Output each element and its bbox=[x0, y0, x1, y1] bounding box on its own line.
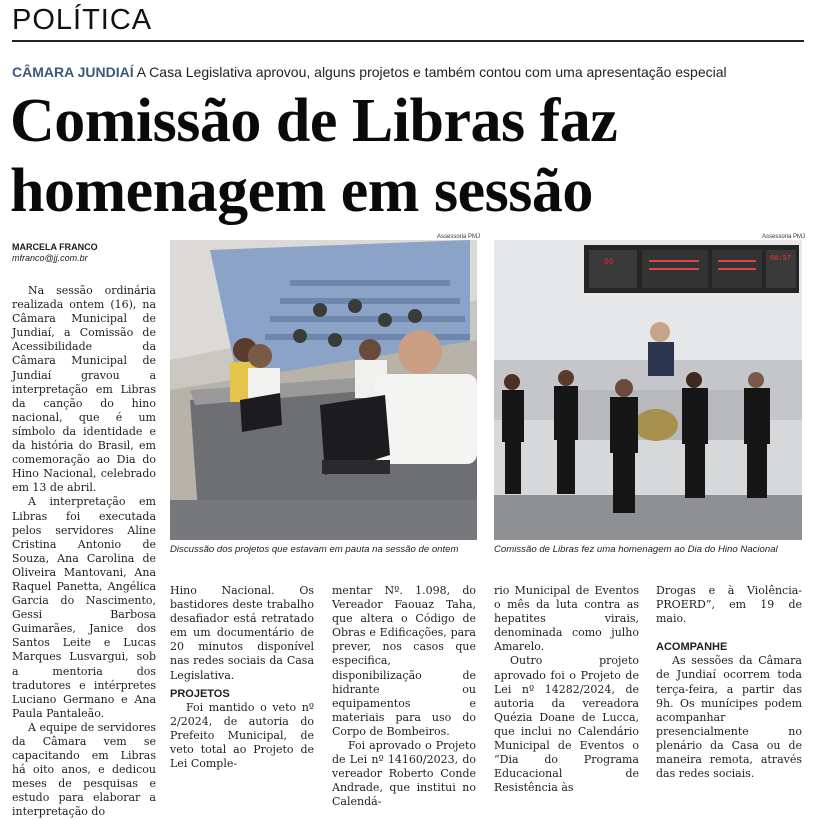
paragraph: mentar Nº. 1.098, do Vereador Faouaz Taha, que altera o Código de Obras e Edificações, para prever, nos casos que especifica, disponibilização de hidrante ou equipamentos e materiais para uso do Corpo de Bombeiros. bbox=[332, 584, 476, 738]
paragraph: As sessões da Câmara de Jundiaí ocorrem toda terça-feira, a partir das 9h. Os munícipes podem acompanhar presencialmente no plenário da Casa ou de maneira remota, através das redes sociais. bbox=[656, 654, 802, 781]
paragraph: Drogas e à Violência-PROERD”, em 19 de maio. bbox=[656, 584, 802, 626]
section-title: POLÍTICA bbox=[12, 4, 153, 36]
kicker-label: CÂMARA JUNDIAÍ bbox=[12, 64, 134, 80]
photo-caption: Comissão de Libras fez uma homenagem ao Dia do Hino Nacional bbox=[494, 544, 778, 555]
subhead: ACOMPANHE bbox=[656, 641, 728, 654]
section-rule bbox=[12, 40, 804, 42]
byline bbox=[12, 242, 98, 264]
photo-credit: Assessoria PMJ bbox=[437, 234, 481, 240]
photo-credit: Assessoria PMJ bbox=[762, 234, 806, 240]
paragraph: Na sessão ordinária realizada ontem (16), na Câmara Municipal de Jundiaí, a Comissão de Acessibilidade da Câmara Municipal de Jundiaí gravou a interpretação em Libras da canção do hino nacional, que é um símbolo da identidade e da história do Brasil, em comemoração ao Dia do Hino Nacional, celebrado em 13 de abril. bbox=[12, 284, 156, 495]
headline: Comissão de Libras faz homenagem em sessão bbox=[10, 87, 618, 225]
libras-photo-graphic bbox=[494, 240, 802, 540]
byline-author: MARCELA FRANCO bbox=[12, 242, 98, 252]
svg-text:00: 00 bbox=[604, 257, 614, 266]
paragraph: Hino Nacional. Os bastidores deste trabalho desafiador está retratado em um documentário de 20 minutos disponível nas redes sociais da Casa Legislativa. bbox=[170, 584, 314, 682]
session-photo-graphic bbox=[170, 240, 477, 540]
article-column-3 bbox=[332, 584, 476, 810]
paragraph: A interpretação em Libras foi executada pelos servidores Aline Cristina Antonio de Souza, Ana Carolina de Oliveira Mantovani, Ana Raquel Panetta, Angélica Garcia do Nascimento, Gessi Barbosa Guimarães, Janice dos Santos Leite e Lucas Marques Lusvargui, sob a mentoria dos tradutores e intérpretes Luciano Germano e Ana Paula Pantaleão. bbox=[12, 495, 156, 720]
paragraph: A equipe de servidores da Câmara vem se capacitando em Libras há oito anos, e dedicou meses de pesquisas e estudo para elaborar a interpretação do bbox=[12, 720, 156, 819]
paragraph: rio Municipal de Eventos o mês da luta contra as hepatites virais, denominada como julho Amarelo. bbox=[494, 584, 639, 654]
paragraph: Foi aprovado o Projeto de Lei nº 14160/2023, do vereador Roberto Conde Andrade, que institui no Calendá- bbox=[332, 739, 476, 809]
paragraph: Outro projeto aprovado foi o Projeto de Lei nº 14282/2024, de autoria da vereadora Quézia Doane de Lucca, que inclui no Calendário Municipal de Eventos o “Dia do Programa Educacional de Resistência às bbox=[494, 654, 639, 795]
kicker-text: A Casa Legislativa aprovou, alguns projetos e também contou com uma apresentação especial bbox=[136, 64, 727, 80]
byline-email: mfranco@jj.com.br bbox=[12, 253, 88, 263]
article-column-2 bbox=[170, 584, 314, 771]
kicker bbox=[12, 64, 727, 80]
paragraph: Foi mantido o veto nº 2/2024, de autoria do Prefeito Municipal, de veto total ao Projeto de Lei Comple- bbox=[170, 700, 314, 771]
article-column-5 bbox=[656, 584, 802, 781]
article-column-1 bbox=[12, 284, 156, 820]
photo-caption: Discussão dos projetos que estavam em pauta na sessão de ontem bbox=[170, 544, 459, 555]
subhead: PROJETOS bbox=[170, 687, 230, 700]
session-photo bbox=[170, 240, 477, 540]
svg-text:06:57: 06:57 bbox=[770, 254, 792, 262]
libras-photo bbox=[494, 240, 802, 540]
article-column-4 bbox=[494, 584, 639, 795]
